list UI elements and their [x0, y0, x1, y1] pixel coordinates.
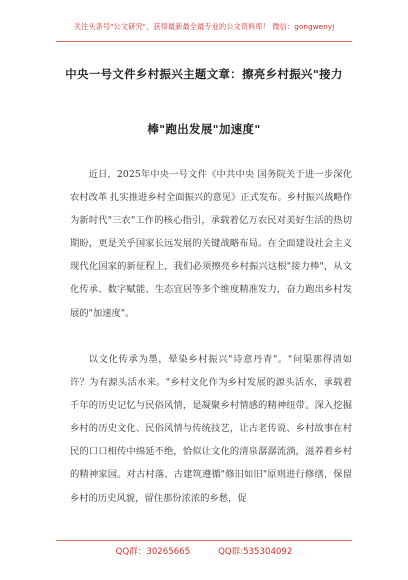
- body-paragraph-1: 近日，2025年中央一号文件《中共中央 国务院关于进一步深化农村改革 扎实推进乡村全面振兴的意见》正式发布。乡村振兴战略作为新时代"三农"工作的核心指引，承载着亿万农民对美好生活的热切期盼，更是关乎国家长远发展的关键战略布局。在全面建设社会主义现代化国家的新征程上，我们必须擦亮乡村振兴这根"接力棒"，从文化传承、数字赋能、生态宜居等多个维度精准发力，奋力跑出乡村发展的"加速度"。: [70, 169, 352, 319]
- document-title-line-1: 中央一号文件乡村振兴主题文章：擦亮乡村振兴"接力: [65, 67, 343, 81]
- document-title-line-2: 棒"跑出发展"加速度": [147, 122, 261, 136]
- footer-divider: [56, 540, 352, 541]
- footer-qq-group-2: QQ群:535304092: [218, 547, 293, 557]
- body-paragraph-2: 以文化传承为墨，晕染乡村振兴"诗意丹青"。"问渠那得清如许？为有源头活水来。"乡村文化作为乡村发展的源头活水，承载着千年的历史记忆与民俗风情，是凝聚乡村情感的精神纽带。深入挖掘乡村的历史文化、民俗风情与传统技艺，让古老传说、乡村故事在村民的口口相传中绵延不绝，恰似让文化的清泉潺潺流淌，滋养着乡村的精神家园。对古村落、古建筑遵循"修旧如旧"原则进行修缮，保留乡村的历史风貌，留住那份浓浓的乡愁，促: [70, 354, 352, 504]
- footer-qq-groups: [0, 545, 408, 557]
- footer-qq-group-1: QQ群：30265665: [115, 547, 191, 557]
- header-promo-banner: 关注头条号"公文研究"，获得最新最全最专业的公文资料库！ 微信：gongwenyj: [73, 22, 335, 31]
- header-divider: [56, 41, 352, 42]
